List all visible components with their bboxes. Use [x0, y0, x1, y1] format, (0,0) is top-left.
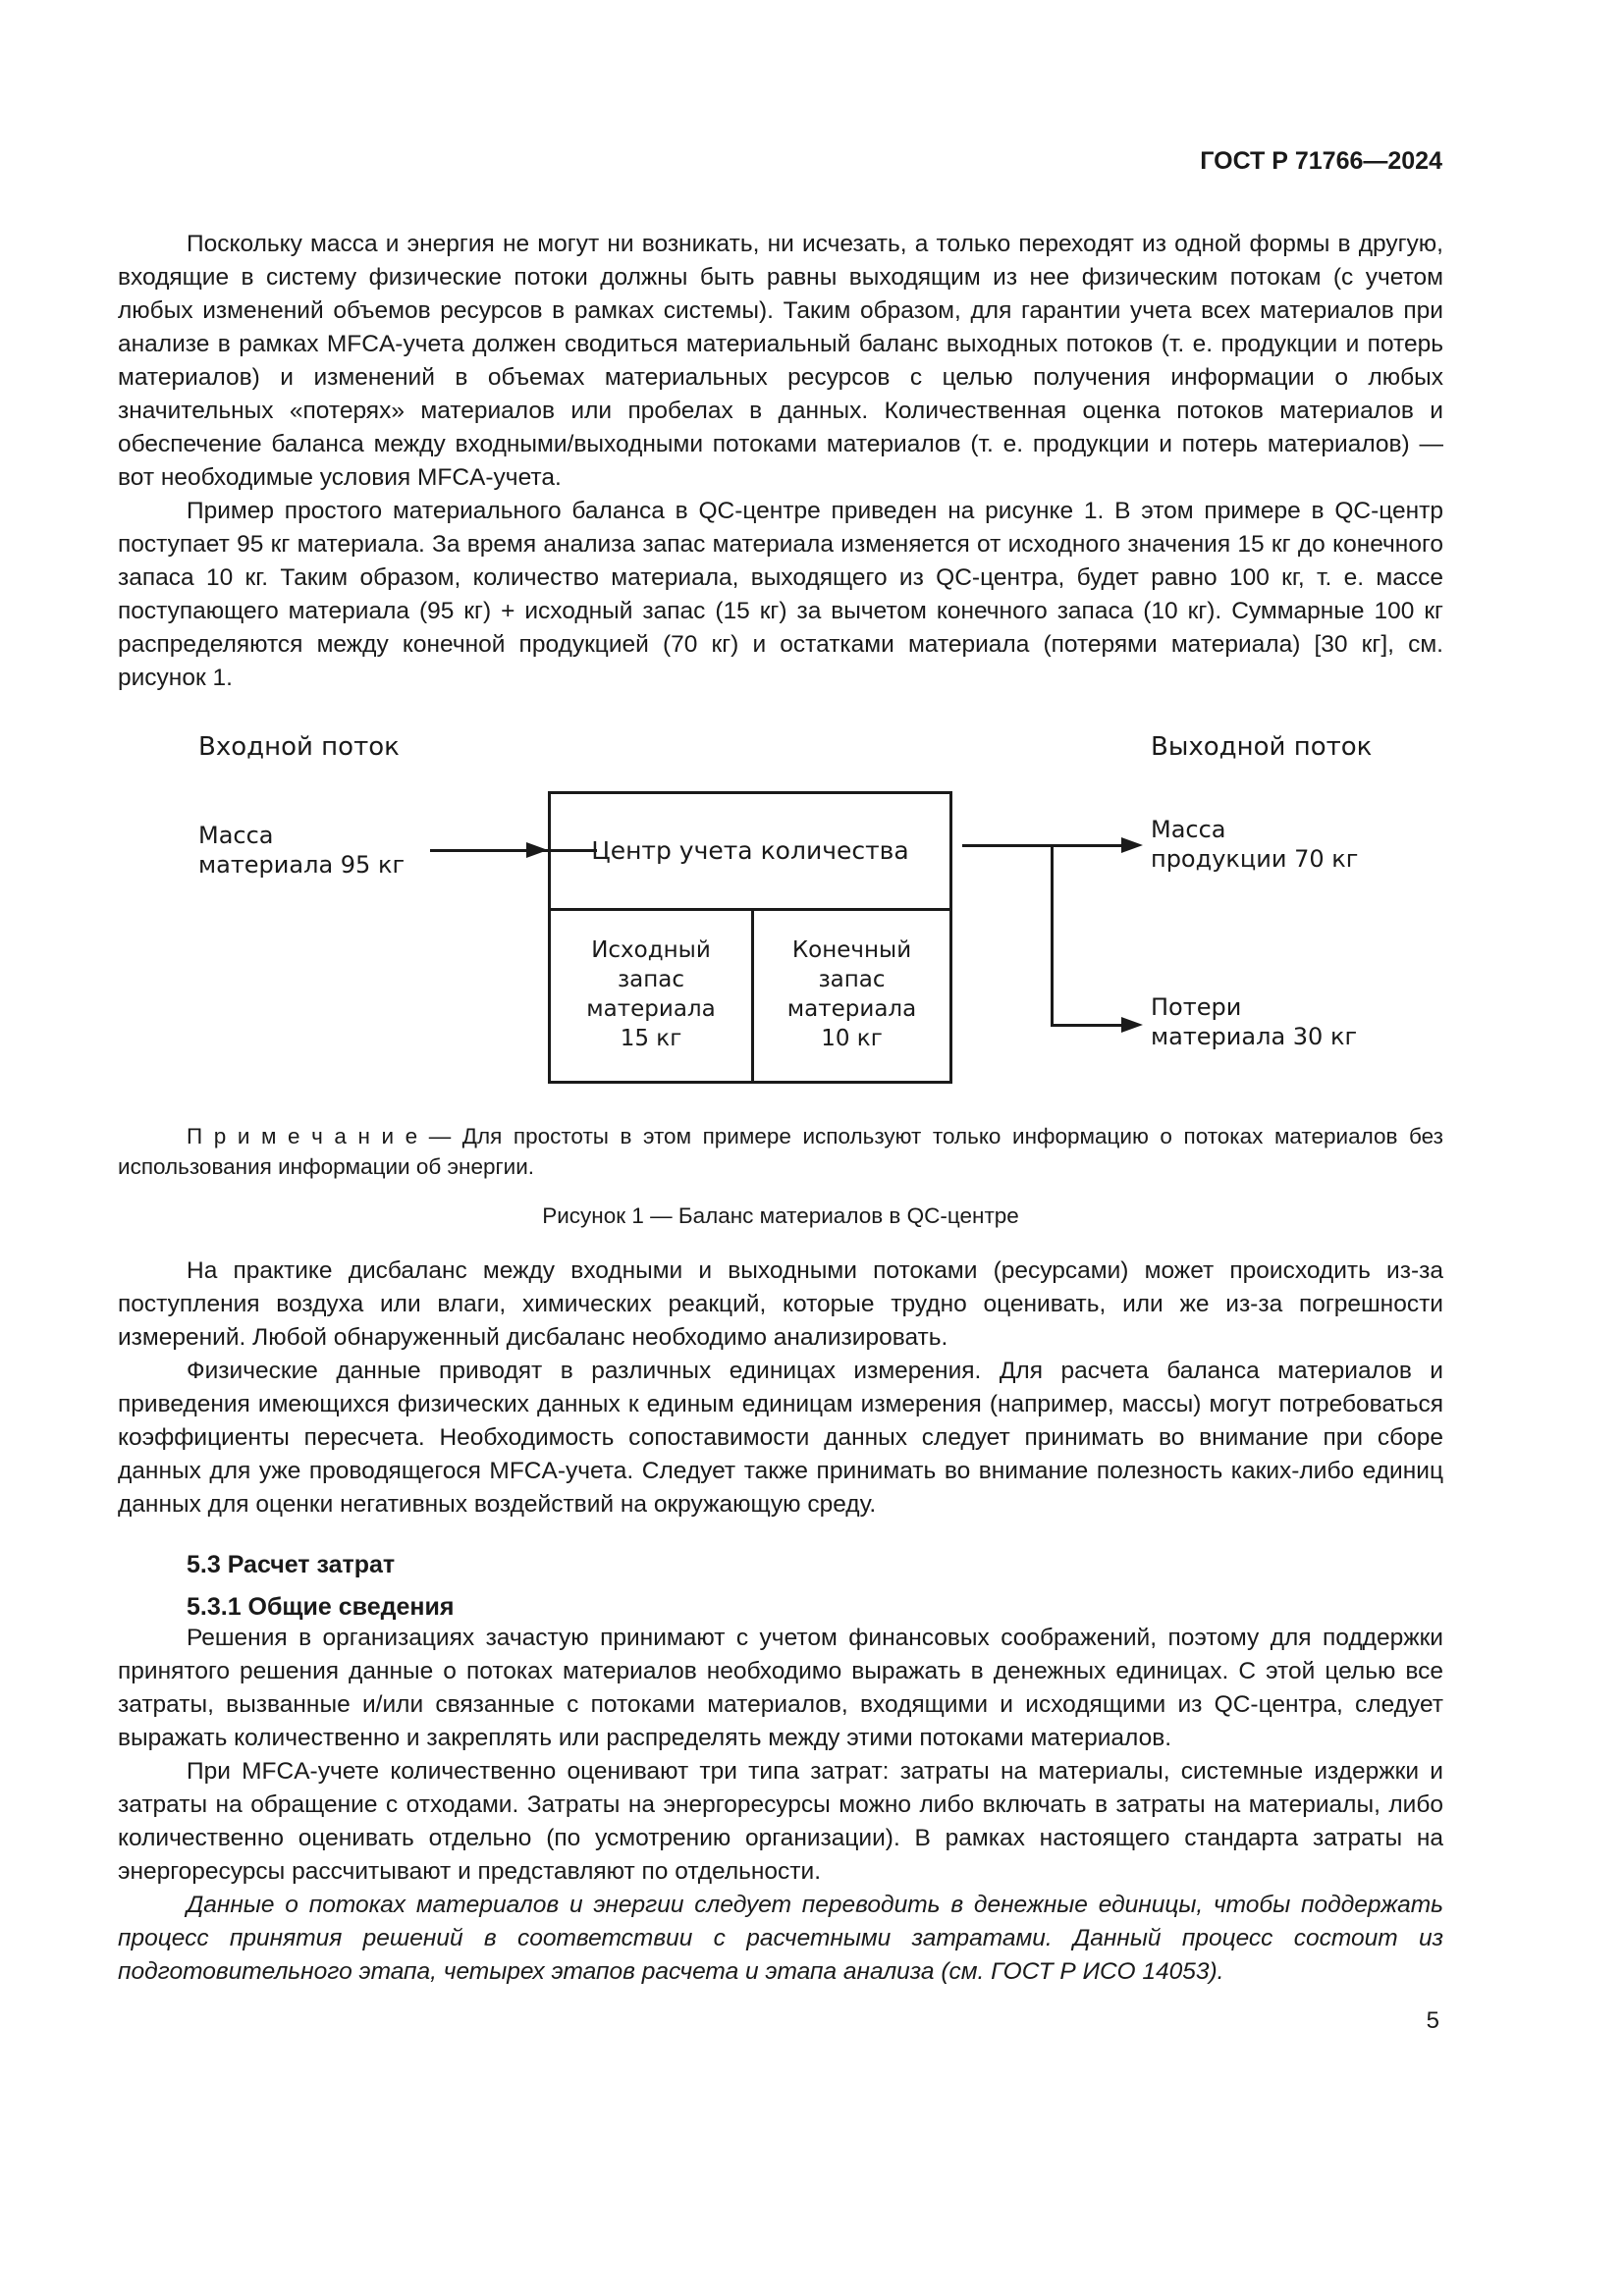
loss-arrow-head	[1121, 1017, 1143, 1033]
qc-center-title: Центр учета количества	[591, 836, 909, 865]
paragraph: При MFCA-учете количественно оценивают три типа затрат: затраты на материалы, системные издержки и затраты на обращение с отходами. Затраты на энергоресурсы можно либо включать в затраты на материалы, либо количественно оценивать отдельно (по усмотрению организации). В рамках настоящего стандарта затраты на энергоресурсы рассчитывают и представляют по отдельности.	[118, 1758, 1443, 1885]
label-line: материала 30 кг	[1151, 1023, 1358, 1050]
section-heading-5-3-1: 5.3.1 Общие сведения	[187, 1593, 455, 1621]
cell-line: Конечный	[791, 937, 912, 963]
figure-note	[118, 1121, 1443, 1182]
cell-line: 15 кг	[620, 1026, 682, 1051]
main-text	[118, 228, 1443, 1989]
figure-material-balance	[118, 705, 1443, 1107]
cell-line: запас	[818, 967, 886, 992]
paragraph: Физические данные приводят в различных единицах измерения. Для расчета баланса материалов и приведения имеющихся физических данных к единым единицам измерения (например, массы) могут потребоваться коэффициенты пересчета. Необходимость сопоставимости данных следует принимать во внимание при сборе данных для уже проводящегося MFCA-учета. Следует также принимать во внимание полезность каких-либо единиц данных для оценки негативных воздействий на окружающую среду.	[118, 1358, 1443, 1518]
input-material-label	[198, 821, 405, 880]
loss-arrow-line	[1051, 1024, 1129, 1027]
cell-line: запас	[617, 967, 685, 992]
note-label: П р и м е ч а н и е	[187, 1124, 418, 1148]
section-heading-5-3: 5.3 Расчет затрат	[187, 1551, 396, 1578]
label-line: материала 95 кг	[198, 851, 406, 879]
label-line: Масса	[198, 822, 274, 849]
note-text: — Для простоты в этом примере используют только информацию о потоках материалов без использования информации об энергии.	[118, 1124, 1443, 1179]
input-flow-title: Входной поток	[198, 732, 400, 762]
label-line: продукции 70 кг	[1151, 845, 1359, 873]
page-number: 5	[1426, 2007, 1439, 2034]
cell-line: Исходный	[591, 937, 711, 963]
output-trunk-line	[962, 844, 1129, 847]
product-mass-label	[1151, 815, 1358, 874]
paragraph: На практике дисбаланс между входными и выходными потоками (ресурсами) может происходить из-за поступления воздуха или влаги, химических реакций, которые трудно оценивать, или же из-за погрешности измерений. Любой обнаруженный дисбаланс необходимо анализировать.	[118, 1257, 1443, 1351]
output-branch-line	[1051, 844, 1054, 1027]
label-line: Масса	[1151, 816, 1226, 843]
paragraph-italic: Данные о потоках материалов и энергии следует переводить в денежные единицы, чтобы поддержать процесс принятия решений в соответствии с расчетными затратами. Данный процесс состоит из подготовительного этапа, четырех этапов расчета и этапа анализа (см. ГОСТ Р ИСО 14053).	[118, 1892, 1443, 1985]
paragraph: Поскольку масса и энергия не могут ни возникать, ни исчезать, а только переходят из одной формы в другую, входящие в систему физические потоки должны быть равны выходящим из нее физическим потокам (с учетом любых изменений объемов ресурсов в рамках системы). Таким образом, для гарантии учета всех материалов при анализе в рамках MFCA-учета должен сводиться материальный баланс выходных потоков (т. е. продукции и потерь материалов) и изменений в объемах материальных ресурсов с целью получения информации о любых значительных «потерях» материалов или пробелах в данных. Количественная оценка потоков материалов и обеспечение баланса между входными/выходными потоками материалов (т. е. продукции и потерь материалов) — вот необходимые условия MFCA-учета.	[118, 231, 1443, 491]
label-line: Потери	[1151, 993, 1242, 1021]
document-header: ГОСТ Р 71766—2024	[1200, 147, 1442, 175]
cell-line: 10 кг	[821, 1026, 883, 1051]
product-arrow-head	[1121, 837, 1143, 853]
initial-stock	[551, 911, 751, 1078]
cell-line: материала	[786, 996, 917, 1022]
input-arrow-head	[526, 842, 548, 858]
paragraph: Решения в организациях зачастую принимают с учетом финансовых соображений, поэтому для поддержки принятого решения данные о потоках материалов необходимо выражать в денежных единицах. С этой целью все затраты, вызванные и/или связанные с потоками материалов, входящими и исходящими из QC-центра, следует выражать количественно и закреплять или распределять между этими потоками материалов.	[118, 1625, 1443, 1751]
paragraph: Пример простого материального баланса в QC-центре приведен на рисунке 1. В этом примере в QC-центр поступает 95 кг материала. За время анализа запас материала изменяется от исходного значения 15 кг до конечного запаса 10 кг. Таким образом, количество материала, выходящего из QC-центра, будет равно 100 кг, т. е. массе поступающего материала (95 кг) + исходный запас (15 кг) за вычетом конечного запаса (10 кг). Суммарные 100 кг распределяются между конечной продукцией (70 кг) и остатками материала (потерями материала) [30 кг], см. рисунок 1.	[118, 498, 1443, 691]
final-stock	[754, 911, 949, 1078]
material-loss-label	[1151, 992, 1357, 1051]
output-flow-title: Выходной поток	[1151, 732, 1373, 762]
cell-line: материала	[586, 996, 716, 1022]
figure-caption: Рисунок 1 — Баланс материалов в QC-центре	[542, 1203, 1019, 1228]
